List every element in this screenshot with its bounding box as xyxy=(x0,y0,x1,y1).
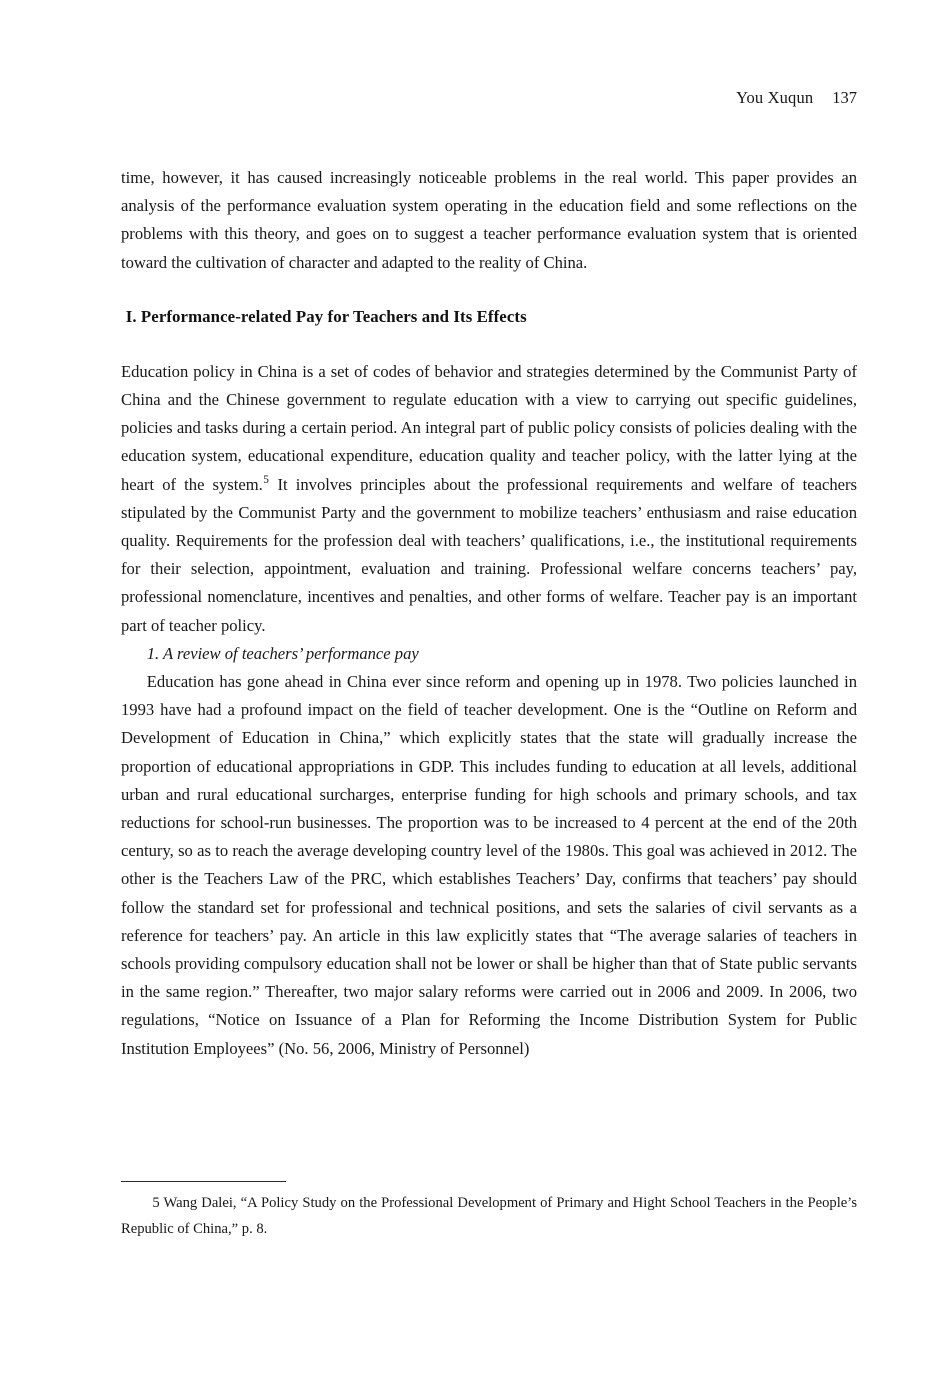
running-header xyxy=(121,68,857,127)
header-author-name: You Xuqun xyxy=(736,87,814,107)
header-page-number: 137 xyxy=(832,87,857,107)
text-column xyxy=(121,164,857,1063)
section-heading: I. Performance-related Pay for Teachers and Its Effects xyxy=(125,306,527,326)
footnote-separator-rule xyxy=(121,1181,286,1182)
footnote-reference-marker[interactable]: 5 xyxy=(263,474,269,487)
paragraph-education-policy xyxy=(121,358,857,640)
paragraph-continuation: time, however, it has caused increasingly noticeable problems in the real world. This paper provides an analysis of the performance evaluation system operating in the education field and some reflections on the problems with this theory, and goes on to suggest a teacher performance evaluation system that is oriented toward the cultivation of character and adapted to the reality of China. xyxy=(121,168,857,272)
subsection-heading: 1. A review of teachers’ performance pay xyxy=(146,643,419,663)
footnote-area xyxy=(121,1181,857,1242)
paragraph-text-part-a: Education policy in China is a set of codes of behavior and strategies determined by the Communist Party of China and the Chinese government to regulate education with a view to carrying out specific guidelines, policies and tasks during a certain period. An integral part of public policy consists of policies dealing with the education system, educational expenditure, education quality and teacher policy, with the latter lying at the heart of the system. xyxy=(121,361,857,494)
footnote-entry: 5 Wang Dalei, “A Policy Study on the Professional Development of Primary and Hight School Teachers in the People’s Republic of China,” p. 8. xyxy=(121,1195,857,1237)
paragraph-text-part-b: It involves principles about the professional requirements and welfare of teachers stipulated by the Communist Party and the government to mobilize teachers’ enthusiasm and raise education quality. Requirements for the profession deal with teachers’ qualifications, i.e., the institutional requirements for their selection, appointment, evaluation and training. Professional welfare concerns teachers’ pay, professional nomenclature, incentives and penalties, and other forms of welfare. Teacher pay is an important part of teacher policy. xyxy=(121,474,857,635)
paragraph-performance-pay-review: Education has gone ahead in China ever since reform and opening up in 1978. Two policies launched in 1993 have had a profound impact on the field of teacher development. One is the “Outline on Reform and Development of Education in China,” which explicitly states that the state will gradually increase the proportion of educational appropriations in GDP. This includes funding to education at all levels, additional urban and rural educational surcharges, enterprise funding for high schools and primary schools, and tax reductions for school-run businesses. The proportion was to be increased to 4 percent at the end of the 20th century, so as to reach the average developing country level of the 1980s. This goal was achieved in 2012. The other is the Teachers Law of the PRC, which establishes Teachers’ Day, confirms that teachers’ pay should follow the standard set for professional and technical positions, and sets the salaries of civil servants as a reference for teachers’ pay. An article in this law explicitly states that “The average salaries of teachers in schools providing compulsory education shall not be lower or shall be higher than that of State public servants in the same region.” Thereafter, two major salary reforms were carried out in 2006 and 2009. In 2006, two regulations, “Notice on Issuance of a Plan for Reforming the Income Distribution System for Public Institution Employees” (No. 56, 2006, Ministry of Personnel) xyxy=(121,672,857,1058)
